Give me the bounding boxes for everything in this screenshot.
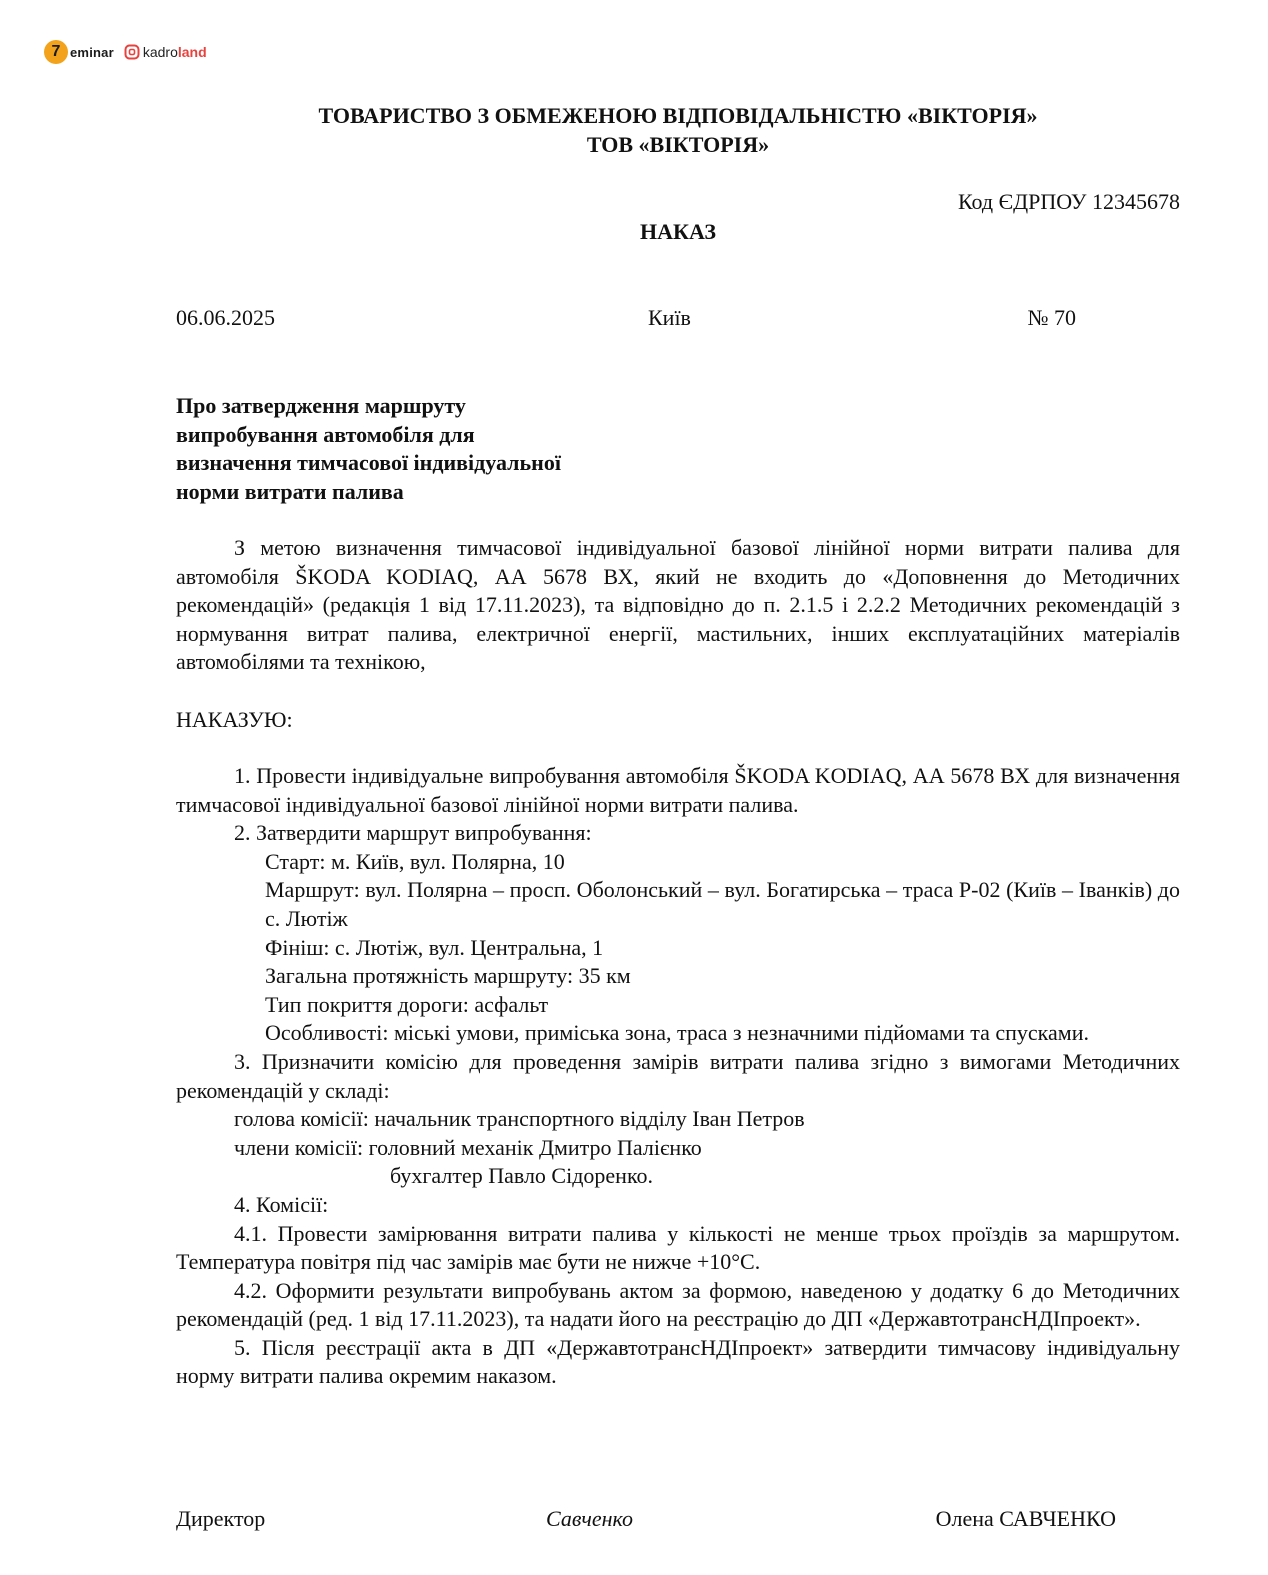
kadroland-logo-word-part2: land: [177, 44, 207, 60]
order-date: 06.06.2025: [176, 305, 275, 330]
signer-position: Директор: [176, 1506, 266, 1531]
signature-row: [176, 1504, 1116, 1534]
route-features: Особливості: міські умови, приміська зона, траса з незначними підйомами та спусками.: [265, 1020, 1089, 1046]
order-word-block: [176, 706, 1180, 735]
order-items: [176, 762, 1180, 1391]
route-finish: Фініш: с. Лютіж, вул. Центральна, 1: [265, 934, 604, 960]
order-item-2: 2. Затвердити маршрут випробування:: [234, 820, 592, 846]
route-surface: Тип покриття дороги: асфальт: [265, 991, 549, 1017]
order-subject: [176, 392, 656, 506]
preamble-block: [176, 534, 1180, 677]
order-item-5: 5. Після реєстрації акта в ДП «ДержавтотрансНДІпроект» затвердити тимчасову індивідуальну норму витрати палива окремим наказом.: [176, 1334, 1180, 1389]
order-meta-row: [176, 304, 1076, 332]
subject-line: випробування автомобіля для: [176, 421, 475, 447]
route-path: Маршрут: вул. Полярна – просп. Оболонський – вул. Богатирська – траса Р-02 (Київ – Іванків) до с. Лютіж: [265, 877, 1180, 931]
order-number: № 70: [1027, 305, 1076, 330]
kadroland-logo-word-part1: kadro: [142, 44, 178, 60]
commission-head: голова комісії: начальник транспортного відділу Іван Петров: [234, 1106, 805, 1132]
route-length: Загальна протяжність маршруту: 35 км: [265, 963, 631, 989]
order-city: Київ: [648, 305, 691, 330]
commission-members: члени комісії: головний механік Дмитро Палієнко: [234, 1134, 702, 1160]
order-item-4-2: 4.2. Оформити результати випробувань актом за формою, наведеною у додатку 6 до Методичних рекомендацій (ред. 1 від 17.11.2023), та надати його на реєстрацію до ДП «ДержавтотрансНДІпроект».: [176, 1277, 1180, 1332]
header-logos: [44, 38, 207, 66]
seminar-logo-word: eminar: [70, 44, 114, 60]
preamble-paragraph: З метою визначення тимчасової індивідуальної базової лінійної норми витрати палива для автомобіля ŠKODA KODIAQ, АА 5678 ВХ, який не входить до «Доповнення до Методичних рекомендацій» (редакція 1 від 17.11.2023), та відповідно до п. 2.1.5 і 2.2.2 Методичних рекомендацій з нормування витрат палива, електричної енергії, мастильних, інших експлуатаційних матеріалів автомобілями та технікою,: [176, 535, 1180, 675]
subject-line: Про затвердження маршруту: [176, 393, 466, 418]
kadroland-logo-icon: [124, 44, 140, 60]
seminar-logo-mark: 7: [44, 40, 68, 64]
subject-line: визначення тимчасової індивідуальної: [176, 450, 561, 476]
document-type-title: НАКАЗ: [640, 219, 716, 244]
order-item-1: 1. Провести індивідуальне випробування автомобіля ŠKODA KODIAQ, АА 5678 ВХ для визначення тимчасової індивідуальної базової лінійної норми витрати палива.: [176, 763, 1180, 817]
order-item-4-1: 4.1. Провести замірювання витрати палива у кількості не менше трьох проїздів за маршрутом. Температура повітря під час замірів має бути не нижче +10°С.: [176, 1220, 1180, 1275]
seminar-logo: [44, 40, 114, 64]
commission-member-2: бухгалтер Павло Сідоренко.: [390, 1163, 654, 1189]
handwritten-signature: Савченко: [546, 1506, 634, 1531]
company-short-name: ТОВ «ВІКТОРІЯ»: [586, 132, 770, 157]
route-start: Старт: м. Київ, вул. Полярна, 10: [265, 848, 565, 874]
signer-name: Олена САВЧЕНКО: [935, 1506, 1116, 1531]
order-word: НАКАЗУЮ:: [176, 707, 293, 732]
edrpou-code: Код ЄДРПОУ 12345678: [957, 189, 1180, 214]
kadroland-logo: [124, 44, 207, 60]
order-item-4: 4. Комісії:: [234, 1191, 329, 1217]
subject-line: норми витрати палива: [176, 478, 404, 504]
company-full-name: ТОВАРИСТВО З ОБМЕЖЕНОЮ ВІДПОВІДАЛЬНІСТЮ «ВІКТОРІЯ»: [318, 103, 1038, 128]
order-item-3: 3. Призначити комісію для проведення замірів витрати палива згідно з вимогами Методичних рекомендацій у складі:: [176, 1048, 1180, 1103]
